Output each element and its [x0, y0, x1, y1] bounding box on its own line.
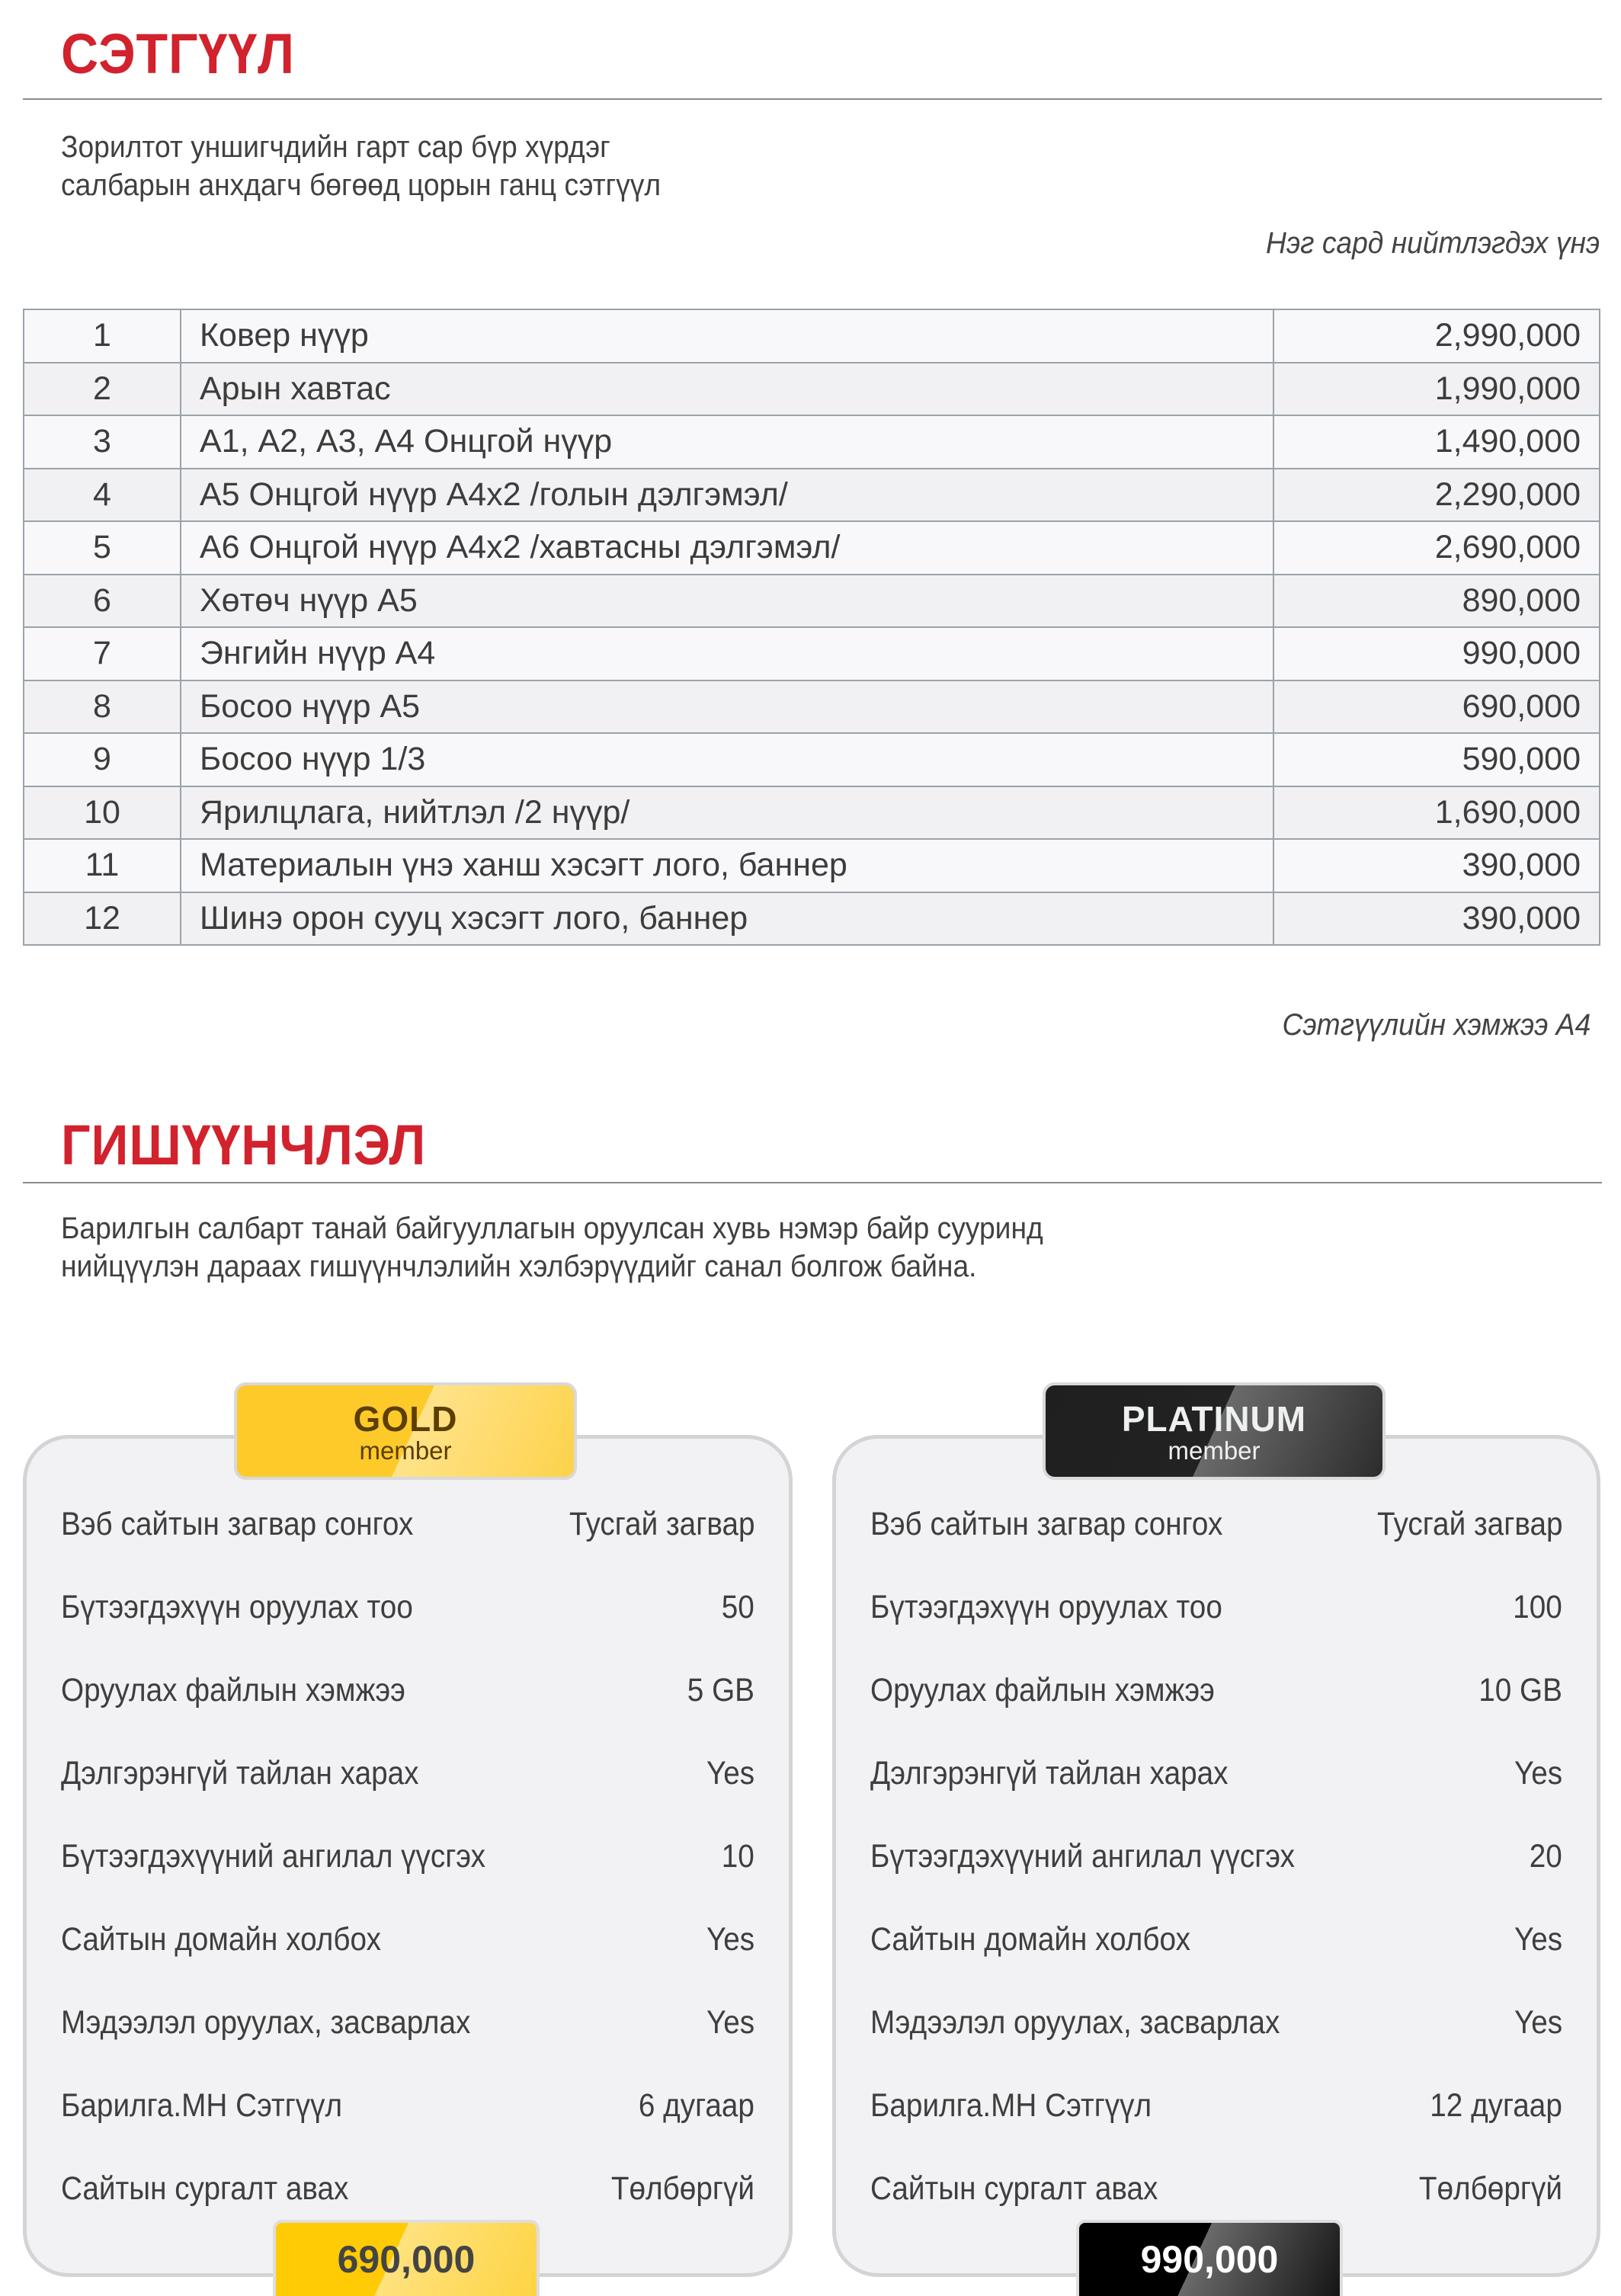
- feature-value: 20: [1529, 1837, 1562, 1875]
- feature-row: [870, 1750, 1562, 1796]
- membership-title: ГИШҮҮНЧЛЭЛ: [61, 1113, 427, 1177]
- feature-value: 12 дугаар: [1430, 2086, 1562, 2124]
- magazine-intro-line: салбарын анхдагч бөгөөд цорын ганц сэтгүүл: [61, 168, 662, 202]
- feature-label: Оруулах файлын хэмжээ: [870, 1671, 1215, 1708]
- row-name: Босоо нүүр 1/3: [181, 733, 1273, 786]
- feature-value: Тусгай загвар: [1376, 1505, 1562, 1542]
- row-price: 990,000: [1273, 627, 1600, 680]
- feature-label: Оруулах файлын хэмжээ: [61, 1671, 405, 1708]
- row-name: А6 Онцгой нүүр А4х2 /хавтасны дэлгэмэл/: [181, 521, 1273, 575]
- feature-value: Yes: [706, 2003, 754, 2041]
- feature-value: 6 дугаар: [638, 2086, 754, 2124]
- feature-value: 5 GB: [687, 1671, 754, 1708]
- table-row: [24, 469, 1600, 522]
- membership-intro-line: Барилгын салбарт танай байгууллагын оруулсан хувь нэмэр байр сууринд: [61, 1212, 1043, 1245]
- table-row: [24, 309, 1600, 363]
- row-price: 1,990,000: [1273, 363, 1600, 416]
- table-row: [24, 680, 1600, 734]
- gold-plan-card: [23, 1435, 793, 2277]
- feature-value: Төлбөргүй: [1418, 2170, 1562, 2207]
- feature-value: Yes: [706, 1754, 754, 1792]
- table-row: [24, 363, 1600, 416]
- table-row: [24, 786, 1600, 840]
- feature-value: 100: [1513, 1588, 1562, 1625]
- row-name: Ярилцлага, нийтлэл /2 нүүр/: [181, 786, 1273, 840]
- row-price: 2,690,000: [1273, 521, 1600, 575]
- feature-value: Тусгай загвар: [569, 1505, 754, 1542]
- row-price: 690,000: [1273, 680, 1600, 734]
- row-name: Энгийн нүүр А4: [181, 627, 1273, 680]
- row-price: 2,290,000: [1273, 469, 1600, 522]
- membership-intro-line: нийцүүлэн дараах гишүүнчлэлийн хэлбэрүүдийг санал болгож байна.: [61, 1250, 977, 1283]
- row-name: Хөтөч нүүр А5: [181, 575, 1273, 628]
- membership-divider: [23, 1182, 1602, 1183]
- feature-value: Yes: [706, 1920, 754, 1958]
- row-number: 10: [24, 786, 181, 840]
- row-number: 3: [24, 415, 181, 469]
- row-name: Ковер нүүр: [181, 309, 1273, 363]
- magazine-divider: [23, 98, 1602, 100]
- feature-value: Yes: [1514, 1920, 1562, 1958]
- feature-label: Барилга.МН Сэтгүүл: [61, 2086, 343, 2124]
- table-row: [24, 575, 1600, 628]
- feature-label: Вэб сайтын загвар сонгох: [61, 1505, 414, 1542]
- platinum-plan-card: [832, 1435, 1600, 2277]
- row-name: А5 Онцгой нүүр А4х2 /голын дэлгэмэл/: [181, 469, 1273, 522]
- feature-value: 50: [721, 1588, 754, 1625]
- badge-sub: member: [1168, 1436, 1261, 1465]
- feature-row: [870, 2000, 1562, 2045]
- feature-label: Дэлгэрэнгүй тайлан харах: [870, 1754, 1229, 1792]
- size-caption: Сэтгүүлийн хэмжээ А4: [1282, 1008, 1591, 1042]
- table-row: [24, 892, 1600, 946]
- feature-label: Вэб сайтын загвар сонгох: [870, 1505, 1223, 1542]
- badge-sub: member: [359, 1436, 452, 1465]
- row-price: 590,000: [1273, 733, 1600, 786]
- feature-row: [61, 2000, 754, 2045]
- badge-tier: PLATINUM: [1121, 1399, 1307, 1439]
- magazine-title: СЭТГҮҮЛ: [61, 22, 295, 85]
- row-name: Шинэ орон сууц хэсэгт лого, баннер: [181, 892, 1273, 946]
- platinum-member-badge: [1043, 1382, 1386, 1480]
- feature-value: 10 GB: [1478, 1671, 1562, 1708]
- row-price: 390,000: [1273, 839, 1600, 892]
- feature-value: Yes: [1514, 1754, 1562, 1792]
- feature-row: [870, 2083, 1562, 2128]
- feature-row: [61, 1667, 754, 1713]
- row-price: 2,990,000: [1273, 309, 1600, 363]
- row-number: 12: [24, 892, 181, 946]
- row-number: 2: [24, 363, 181, 416]
- magazine-intro-line: Зорилтот уншигчдийн гарт сар бүр хүрдэг: [61, 130, 610, 164]
- gold-member-badge: [234, 1382, 577, 1480]
- feature-label: Барилга.МН Сэтгүүл: [870, 2086, 1152, 2124]
- row-price: 1,490,000: [1273, 415, 1600, 469]
- table-row: [24, 415, 1600, 469]
- badge-tier: GOLD: [353, 1399, 458, 1439]
- feature-row: [61, 1917, 754, 1962]
- feature-label: Сайтын сургалт авах: [61, 2170, 349, 2207]
- feature-value: Төлбөргүй: [610, 2170, 754, 2207]
- gold-price-badge: 690,000: [273, 2220, 540, 2296]
- feature-row: [61, 2083, 754, 2128]
- row-number: 1: [24, 309, 181, 363]
- row-name: Арын хавтас: [181, 363, 1273, 416]
- row-name: А1, А2, А3, А4 Онцгой нүүр: [181, 415, 1273, 469]
- feature-label: Сайтын сургалт авах: [870, 2170, 1158, 2207]
- table-row: [24, 839, 1600, 892]
- feature-row: [61, 2166, 754, 2211]
- platinum-price-badge: 990,000: [1076, 2220, 1343, 2296]
- feature-label: Мэдээлэл оруулах, засварлах: [870, 2003, 1280, 2041]
- row-price: 1,690,000: [1273, 786, 1600, 840]
- feature-row: [870, 1917, 1562, 1962]
- feature-row: [61, 1501, 754, 1547]
- row-price: 890,000: [1273, 575, 1600, 628]
- feature-row: [61, 1584, 754, 1630]
- price-caption: Нэг сард нийтлэгдэх үнэ: [1265, 226, 1600, 260]
- feature-row: [870, 2166, 1562, 2211]
- feature-label: Мэдээлэл оруулах, засварлах: [61, 2003, 471, 2041]
- row-number: 9: [24, 733, 181, 786]
- feature-label: Бүтээгдэхүүн оруулах тоо: [870, 1588, 1222, 1625]
- row-number: 5: [24, 521, 181, 575]
- row-number: 7: [24, 627, 181, 680]
- row-number: 6: [24, 575, 181, 628]
- feature-row: [61, 1833, 754, 1879]
- feature-row: [870, 1833, 1562, 1879]
- feature-label: Сайтын домайн холбох: [61, 1920, 381, 1958]
- table-row: [24, 521, 1600, 575]
- feature-label: Бүтээгдэхүүний ангилал үүсгэх: [61, 1837, 485, 1875]
- feature-label: Бүтээгдэхүүний ангилал үүсгэх: [870, 1837, 1295, 1875]
- row-number: 4: [24, 469, 181, 522]
- row-price: 390,000: [1273, 892, 1600, 946]
- row-number: 8: [24, 680, 181, 734]
- feature-row: [870, 1501, 1562, 1547]
- feature-row: [870, 1584, 1562, 1630]
- feature-value: 10: [721, 1837, 754, 1875]
- row-name: Материалын үнэ ханш хэсэгт лого, баннер: [181, 839, 1273, 892]
- row-number: 11: [24, 839, 181, 892]
- row-name: Босоо нүүр А5: [181, 680, 1273, 734]
- feature-label: Сайтын домайн холбох: [870, 1920, 1190, 1958]
- feature-row: [870, 1667, 1562, 1713]
- feature-value: Yes: [1514, 2003, 1562, 2041]
- table-row: [24, 627, 1600, 680]
- feature-row: [61, 1750, 754, 1796]
- magazine-intro: [61, 128, 661, 204]
- feature-label: Бүтээгдэхүүн оруулах тоо: [61, 1588, 413, 1625]
- membership-intro: [61, 1209, 1043, 1286]
- feature-label: Дэлгэрэнгүй тайлан харах: [61, 1754, 419, 1792]
- table-row: [24, 733, 1600, 786]
- ad-price-table: [23, 309, 1600, 946]
